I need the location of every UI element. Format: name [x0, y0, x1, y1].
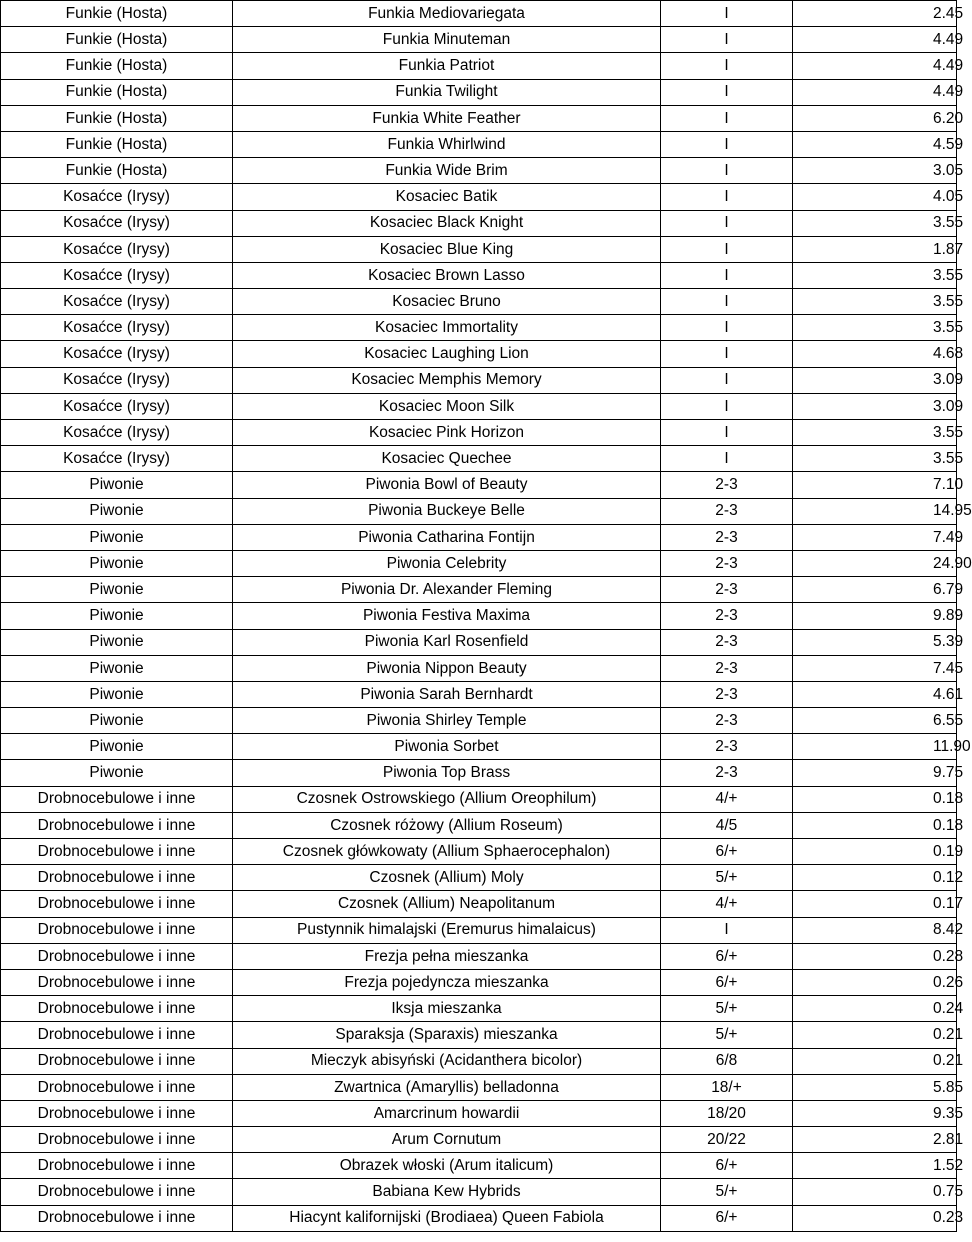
price-cell: 0.18 [793, 786, 957, 812]
plant-name-cell: Piwonia Shirley Temple [233, 708, 661, 734]
plant-name-cell: Piwonia Bowl of Beauty [233, 472, 661, 498]
price-cell: 0.23 [793, 1205, 957, 1231]
table-row [1, 969, 957, 995]
table-row [1, 760, 957, 786]
size-cell: 6/+ [661, 943, 793, 969]
size-cell: I [661, 53, 793, 79]
size-cell: I [661, 315, 793, 341]
category-cell: Drobnocebulowe i inne [1, 786, 233, 812]
price-cell: 3.55 [793, 210, 957, 236]
price-cell: 4.61 [793, 681, 957, 707]
plant-name-cell: Piwonia Sarah Bernhardt [233, 681, 661, 707]
table-row [1, 943, 957, 969]
plant-name-cell: Funkia Twilight [233, 79, 661, 105]
category-cell: Funkie (Hosta) [1, 79, 233, 105]
category-cell: Piwonie [1, 524, 233, 550]
size-cell: 2-3 [661, 655, 793, 681]
table-row [1, 812, 957, 838]
price-cell: 6.79 [793, 577, 957, 603]
category-cell: Drobnocebulowe i inne [1, 1179, 233, 1205]
plant-name-cell: Kosaciec Blue King [233, 236, 661, 262]
plant-name-cell: Babiana Kew Hybrids [233, 1179, 661, 1205]
category-cell: Drobnocebulowe i inne [1, 996, 233, 1022]
price-cell: 0.18 [793, 812, 957, 838]
size-cell: I [661, 289, 793, 315]
price-cell: 0.75 [793, 1179, 957, 1205]
size-cell: 2-3 [661, 681, 793, 707]
plant-name-cell: Kosaciec Pink Horizon [233, 420, 661, 446]
price-cell: 3.09 [793, 393, 957, 419]
price-cell: 3.05 [793, 158, 957, 184]
category-cell: Kosaćce (Irysy) [1, 184, 233, 210]
price-cell: 3.09 [793, 367, 957, 393]
price-cell: 9.89 [793, 603, 957, 629]
category-cell: Drobnocebulowe i inne [1, 943, 233, 969]
category-cell: Piwonie [1, 681, 233, 707]
category-cell: Drobnocebulowe i inne [1, 1022, 233, 1048]
size-cell: I [661, 158, 793, 184]
table-row [1, 603, 957, 629]
table-row [1, 917, 957, 943]
table-row [1, 393, 957, 419]
plant-name-cell: Czosnek różowy (Allium Roseum) [233, 812, 661, 838]
table-row [1, 865, 957, 891]
table-row [1, 262, 957, 288]
table-row [1, 27, 957, 53]
size-cell: 2-3 [661, 708, 793, 734]
table-row [1, 577, 957, 603]
plant-name-cell: Kosaciec Brown Lasso [233, 262, 661, 288]
price-cell: 0.12 [793, 865, 957, 891]
plant-name-cell: Piwonia Karl Rosenfield [233, 629, 661, 655]
price-cell: 2.45 [793, 1, 957, 27]
size-cell: I [661, 131, 793, 157]
category-cell: Drobnocebulowe i inne [1, 1153, 233, 1179]
category-cell: Kosaćce (Irysy) [1, 420, 233, 446]
category-cell: Piwonie [1, 603, 233, 629]
table-row [1, 655, 957, 681]
category-cell: Piwonie [1, 550, 233, 576]
table-row [1, 839, 957, 865]
size-cell: I [661, 79, 793, 105]
price-cell: 0.21 [793, 1048, 957, 1074]
plant-name-cell: Piwonia Nippon Beauty [233, 655, 661, 681]
category-cell: Drobnocebulowe i inne [1, 1074, 233, 1100]
category-cell: Piwonie [1, 472, 233, 498]
size-cell: 2-3 [661, 629, 793, 655]
table-row [1, 105, 957, 131]
plant-name-cell: Kosaciec Immortality [233, 315, 661, 341]
category-cell: Drobnocebulowe i inne [1, 1205, 233, 1231]
category-cell: Drobnocebulowe i inne [1, 865, 233, 891]
plant-name-cell: Mieczyk abisyński (Acidanthera bicolor) [233, 1048, 661, 1074]
size-cell: 20/22 [661, 1127, 793, 1153]
table-row [1, 420, 957, 446]
category-cell: Piwonie [1, 577, 233, 603]
table-row [1, 1127, 957, 1153]
table-row [1, 1, 957, 27]
table-row [1, 708, 957, 734]
plant-name-cell: Frezja pojedyncza mieszanka [233, 969, 661, 995]
size-cell: I [661, 210, 793, 236]
plant-name-cell: Funkia Patriot [233, 53, 661, 79]
size-cell: I [661, 105, 793, 131]
size-cell: 6/+ [661, 1205, 793, 1231]
category-cell: Funkie (Hosta) [1, 158, 233, 184]
size-cell: 2-3 [661, 603, 793, 629]
price-cell: 9.35 [793, 1100, 957, 1126]
plant-name-cell: Piwonia Top Brass [233, 760, 661, 786]
category-cell: Funkie (Hosta) [1, 27, 233, 53]
category-cell: Kosaćce (Irysy) [1, 341, 233, 367]
table-row [1, 1153, 957, 1179]
plant-name-cell: Piwonia Dr. Alexander Fleming [233, 577, 661, 603]
category-cell: Drobnocebulowe i inne [1, 1127, 233, 1153]
size-cell: 5/+ [661, 1179, 793, 1205]
plant-name-cell: Kosaciec Laughing Lion [233, 341, 661, 367]
price-cell: 4.49 [793, 79, 957, 105]
table-row [1, 1179, 957, 1205]
plant-name-cell: Piwonia Festiva Maxima [233, 603, 661, 629]
category-cell: Kosaćce (Irysy) [1, 289, 233, 315]
plant-name-cell: Funkia White Feather [233, 105, 661, 131]
price-cell: 1.52 [793, 1153, 957, 1179]
price-cell: 7.10 [793, 472, 957, 498]
price-cell: 4.59 [793, 131, 957, 157]
price-cell: 3.55 [793, 315, 957, 341]
plant-name-cell: Iksja mieszanka [233, 996, 661, 1022]
size-cell: I [661, 341, 793, 367]
size-cell: 4/+ [661, 891, 793, 917]
plant-name-cell: Obrazek włoski (Arum italicum) [233, 1153, 661, 1179]
plant-name-cell: Kosaciec Batik [233, 184, 661, 210]
table-row [1, 1074, 957, 1100]
table-row [1, 1022, 957, 1048]
plant-name-cell: Sparaksja (Sparaxis) mieszanka [233, 1022, 661, 1048]
size-cell: 4/5 [661, 812, 793, 838]
price-cell: 5.39 [793, 629, 957, 655]
price-cell: 6.55 [793, 708, 957, 734]
table-row [1, 315, 957, 341]
size-cell: 2-3 [661, 524, 793, 550]
price-cell: 0.24 [793, 996, 957, 1022]
price-cell: 4.68 [793, 341, 957, 367]
size-cell: I [661, 1, 793, 27]
size-cell: I [661, 446, 793, 472]
price-cell: 24.90 [793, 550, 957, 576]
size-cell: 2-3 [661, 734, 793, 760]
size-cell: 5/+ [661, 1022, 793, 1048]
price-cell: 4.05 [793, 184, 957, 210]
category-cell: Drobnocebulowe i inne [1, 1048, 233, 1074]
table-row [1, 1205, 957, 1231]
category-cell: Piwonie [1, 708, 233, 734]
category-cell: Kosaćce (Irysy) [1, 236, 233, 262]
price-cell: 7.45 [793, 655, 957, 681]
table-row [1, 734, 957, 760]
price-cell: 11.90 [793, 734, 957, 760]
category-cell: Drobnocebulowe i inne [1, 969, 233, 995]
table-row [1, 367, 957, 393]
size-cell: 18/+ [661, 1074, 793, 1100]
plant-name-cell: Czosnek (Allium) Moly [233, 865, 661, 891]
size-cell: 2-3 [661, 577, 793, 603]
price-cell: 5.85 [793, 1074, 957, 1100]
category-cell: Kosaćce (Irysy) [1, 262, 233, 288]
size-cell: I [661, 236, 793, 262]
category-cell: Drobnocebulowe i inne [1, 917, 233, 943]
size-cell: I [661, 262, 793, 288]
size-cell: 2-3 [661, 550, 793, 576]
category-cell: Drobnocebulowe i inne [1, 891, 233, 917]
category-cell: Drobnocebulowe i inne [1, 812, 233, 838]
table-row [1, 184, 957, 210]
size-cell: 2-3 [661, 498, 793, 524]
table-row [1, 786, 957, 812]
category-cell: Piwonie [1, 655, 233, 681]
category-cell: Drobnocebulowe i inne [1, 1100, 233, 1126]
price-cell: 0.26 [793, 969, 957, 995]
table-row [1, 446, 957, 472]
size-cell: 6/+ [661, 839, 793, 865]
plant-name-cell: Piwonia Catharina Fontijn [233, 524, 661, 550]
category-cell: Piwonie [1, 629, 233, 655]
plant-name-cell: Funkia Mediovariegata [233, 1, 661, 27]
category-cell: Funkie (Hosta) [1, 131, 233, 157]
category-cell: Funkie (Hosta) [1, 105, 233, 131]
size-cell: I [661, 27, 793, 53]
size-cell: 2-3 [661, 760, 793, 786]
size-cell: 5/+ [661, 996, 793, 1022]
price-cell: 8.42 [793, 917, 957, 943]
plant-name-cell: Kosaciec Memphis Memory [233, 367, 661, 393]
price-cell: 2.81 [793, 1127, 957, 1153]
price-cell: 9.75 [793, 760, 957, 786]
price-cell: 3.55 [793, 289, 957, 315]
plant-name-cell: Piwonia Buckeye Belle [233, 498, 661, 524]
table-row [1, 131, 957, 157]
price-cell: 7.49 [793, 524, 957, 550]
plant-name-cell: Piwonia Celebrity [233, 550, 661, 576]
plant-name-cell: Arum Cornutum [233, 1127, 661, 1153]
table-row [1, 550, 957, 576]
price-cell: 0.28 [793, 943, 957, 969]
price-cell: 6.20 [793, 105, 957, 131]
plant-name-cell: Czosnek główkowaty (Allium Sphaerocephalon) [233, 839, 661, 865]
category-cell: Kosaćce (Irysy) [1, 367, 233, 393]
plant-name-cell: Funkia Minuteman [233, 27, 661, 53]
size-cell: 2-3 [661, 472, 793, 498]
table-row [1, 210, 957, 236]
plant-name-cell: Pustynnik himalajski (Eremurus himalaicus) [233, 917, 661, 943]
category-cell: Kosaćce (Irysy) [1, 446, 233, 472]
category-cell: Funkie (Hosta) [1, 53, 233, 79]
category-cell: Piwonie [1, 734, 233, 760]
plant-name-cell: Kosaciec Quechee [233, 446, 661, 472]
table-row [1, 524, 957, 550]
category-cell: Kosaćce (Irysy) [1, 210, 233, 236]
table-row [1, 1048, 957, 1074]
table-row [1, 79, 957, 105]
category-cell: Funkie (Hosta) [1, 1, 233, 27]
category-cell: Kosaćce (Irysy) [1, 315, 233, 341]
size-cell: 18/20 [661, 1100, 793, 1126]
table-row [1, 341, 957, 367]
table-row [1, 53, 957, 79]
size-cell: 5/+ [661, 865, 793, 891]
price-cell: 3.55 [793, 262, 957, 288]
table-row [1, 289, 957, 315]
plant-name-cell: Czosnek (Allium) Neapolitanum [233, 891, 661, 917]
price-cell: 0.21 [793, 1022, 957, 1048]
price-cell: 1.87 [793, 236, 957, 262]
size-cell: I [661, 367, 793, 393]
price-cell: 3.55 [793, 420, 957, 446]
plant-name-cell: Piwonia Sorbet [233, 734, 661, 760]
plant-name-cell: Funkia Whirlwind [233, 131, 661, 157]
size-cell: I [661, 393, 793, 419]
category-cell: Piwonie [1, 498, 233, 524]
size-cell: 4/+ [661, 786, 793, 812]
size-cell: I [661, 184, 793, 210]
plant-name-cell: Kosaciec Black Knight [233, 210, 661, 236]
size-cell: I [661, 420, 793, 446]
price-cell: 4.49 [793, 27, 957, 53]
plant-name-cell: Kosaciec Bruno [233, 289, 661, 315]
price-cell: 0.17 [793, 891, 957, 917]
table-row [1, 996, 957, 1022]
table-row [1, 891, 957, 917]
category-cell: Kosaćce (Irysy) [1, 393, 233, 419]
plant-name-cell: Funkia Wide Brim [233, 158, 661, 184]
table-body [1, 1, 972, 1232]
category-cell: Piwonie [1, 760, 233, 786]
plant-name-cell: Hiacynt kalifornijski (Brodiaea) Queen Fabiola [233, 1205, 661, 1231]
table-row [1, 629, 957, 655]
price-cell: 0.19 [793, 839, 957, 865]
plant-name-cell: Kosaciec Moon Silk [233, 393, 661, 419]
size-cell: 6/+ [661, 1153, 793, 1179]
size-cell: 6/8 [661, 1048, 793, 1074]
size-cell: 6/+ [661, 969, 793, 995]
plant-name-cell: Czosnek Ostrowskiego (Allium Oreophilum) [233, 786, 661, 812]
table-row [1, 236, 957, 262]
table-row [1, 498, 957, 524]
price-cell: 4.49 [793, 53, 957, 79]
size-cell: I [661, 917, 793, 943]
table-row [1, 1100, 957, 1126]
plant-name-cell: Frezja pełna mieszanka [233, 943, 661, 969]
table-row [1, 681, 957, 707]
table-row [1, 472, 957, 498]
price-cell: 3.55 [793, 446, 957, 472]
category-cell: Drobnocebulowe i inne [1, 839, 233, 865]
table-row [1, 158, 957, 184]
plant-name-cell: Amarcrinum howardii [233, 1100, 661, 1126]
plant-name-cell: Zwartnica (Amaryllis) belladonna [233, 1074, 661, 1100]
price-cell: 14.95 [793, 498, 957, 524]
